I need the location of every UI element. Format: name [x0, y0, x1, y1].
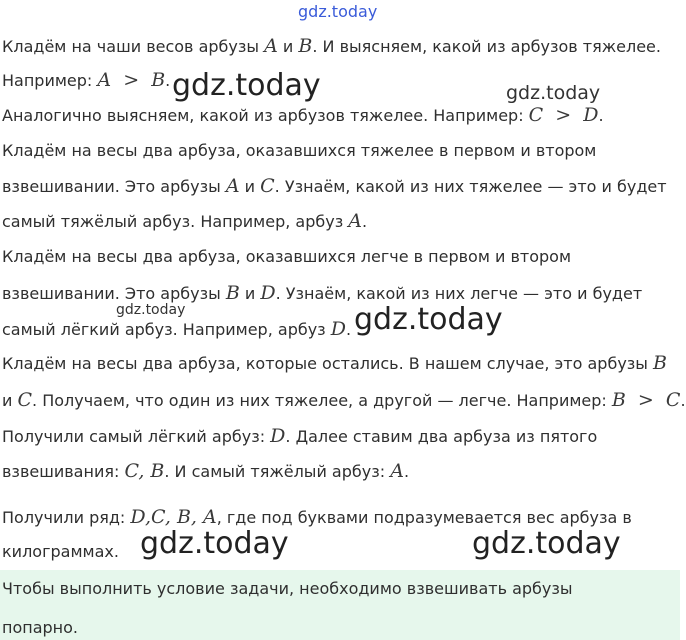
- text-segment: взвешивании. Это арбузы: [2, 177, 226, 196]
- text-line-12: [2, 426, 597, 447]
- text-segment: .: [598, 106, 604, 125]
- text-segment: взвешивании. Это арбузы: [2, 284, 226, 303]
- text-line-5: [2, 176, 667, 197]
- text-line-14: [2, 507, 632, 528]
- math-symbol: A: [225, 175, 240, 197]
- text-segment: .: [680, 391, 686, 410]
- math-expression: D,C, B, A: [130, 506, 217, 528]
- text-segment: , где под буквами подразумевается вес арбуза в: [216, 508, 632, 527]
- text-line-11: [2, 390, 686, 411]
- watermark: gdz.today: [354, 302, 503, 337]
- text-segment: килограммах.: [2, 542, 119, 561]
- math-symbol: B: [653, 352, 667, 374]
- text-line-13: [2, 461, 409, 482]
- text-segment: . И самый тяжёлый арбуз:: [164, 462, 391, 481]
- text-segment: Кладём на весы два арбуза, оказавшихся легче в первом и втором: [2, 247, 572, 266]
- text-line-6: [2, 211, 367, 232]
- math-symbol: D: [260, 282, 276, 304]
- text-segment: и: [277, 37, 299, 56]
- conclusion-line-2: попарно.: [2, 618, 79, 637]
- text-segment: и: [2, 391, 18, 410]
- text-segment: Получили ряд:: [2, 508, 131, 527]
- text-line-3: [2, 105, 604, 126]
- text-line-9: [2, 319, 351, 340]
- watermark: gdz.today: [172, 68, 321, 103]
- text-segment: . Получаем, что один из них тяжелее, а другой — легче. Например:: [32, 391, 612, 410]
- text-line-7: [2, 247, 571, 267]
- watermark: gdz.today: [472, 526, 621, 561]
- text-segment: Кладём на весы два арбуза, которые остались. В нашем случае, это арбузы: [2, 354, 654, 373]
- text-segment: Например:: [2, 71, 98, 90]
- text-line-15: [2, 542, 119, 562]
- math-symbol: A: [264, 35, 278, 57]
- math-symbol: A: [390, 460, 404, 482]
- text-segment: . Далее ставим два арбуза из пятого: [285, 427, 598, 446]
- math-symbol: C: [17, 389, 33, 411]
- math-expression: C, B: [124, 460, 165, 482]
- text-line-4: [2, 141, 596, 161]
- text-line-1: [2, 36, 661, 57]
- watermark: gdz.today: [506, 82, 601, 104]
- watermark: gdz.today: [116, 302, 186, 318]
- text-segment: Кладём на весы два арбуза, оказавшихся тяжелее в первом и втором: [2, 141, 597, 160]
- text-line-10: [2, 353, 667, 374]
- watermark-top: gdz.today: [298, 2, 378, 21]
- math-expression: C > D: [528, 104, 599, 126]
- math-symbol: C: [260, 175, 275, 197]
- text-segment: . Узнаём, какой из них тяжелее — это и будет: [274, 177, 667, 196]
- text-segment: .: [346, 320, 352, 339]
- text-segment: Кладём на чаши весов арбузы: [2, 37, 265, 56]
- math-symbol: B: [225, 282, 240, 304]
- text-segment: .: [362, 212, 368, 231]
- text-segment: .: [403, 462, 410, 481]
- math-symbol: A: [348, 210, 363, 232]
- text-segment: Получили самый лёгкий арбуз:: [2, 427, 271, 446]
- math-symbol: D: [270, 425, 286, 447]
- math-symbol: B: [298, 35, 313, 57]
- conclusion-line-1: Чтобы выполнить условие задачи, необходимо взвешивать арбузы: [2, 579, 573, 598]
- text-segment: самый лёгкий арбуз. Например, арбуз: [2, 320, 331, 339]
- math-expression: B > C: [611, 389, 681, 411]
- text-segment: и: [239, 284, 261, 303]
- watermark: gdz.today: [140, 526, 289, 561]
- math-expression: A > B: [97, 69, 166, 91]
- text-segment: и: [239, 177, 261, 196]
- text-line-2: [2, 70, 170, 91]
- text-segment: Аналогично выясняем, какой из арбузов тяжелее. Например:: [2, 106, 529, 125]
- text-segment: . И выясняем, какой из арбузов тяжелее.: [312, 37, 661, 56]
- text-segment: взвешивания:: [2, 462, 125, 481]
- text-segment: . Узнаём, какой из них легче — это и будет: [275, 284, 643, 303]
- text-segment: самый тяжёлый арбуз. Например, арбуз: [2, 212, 349, 231]
- text-segment: .: [165, 71, 171, 90]
- math-symbol: D: [330, 318, 347, 340]
- text-line-8: [2, 283, 642, 304]
